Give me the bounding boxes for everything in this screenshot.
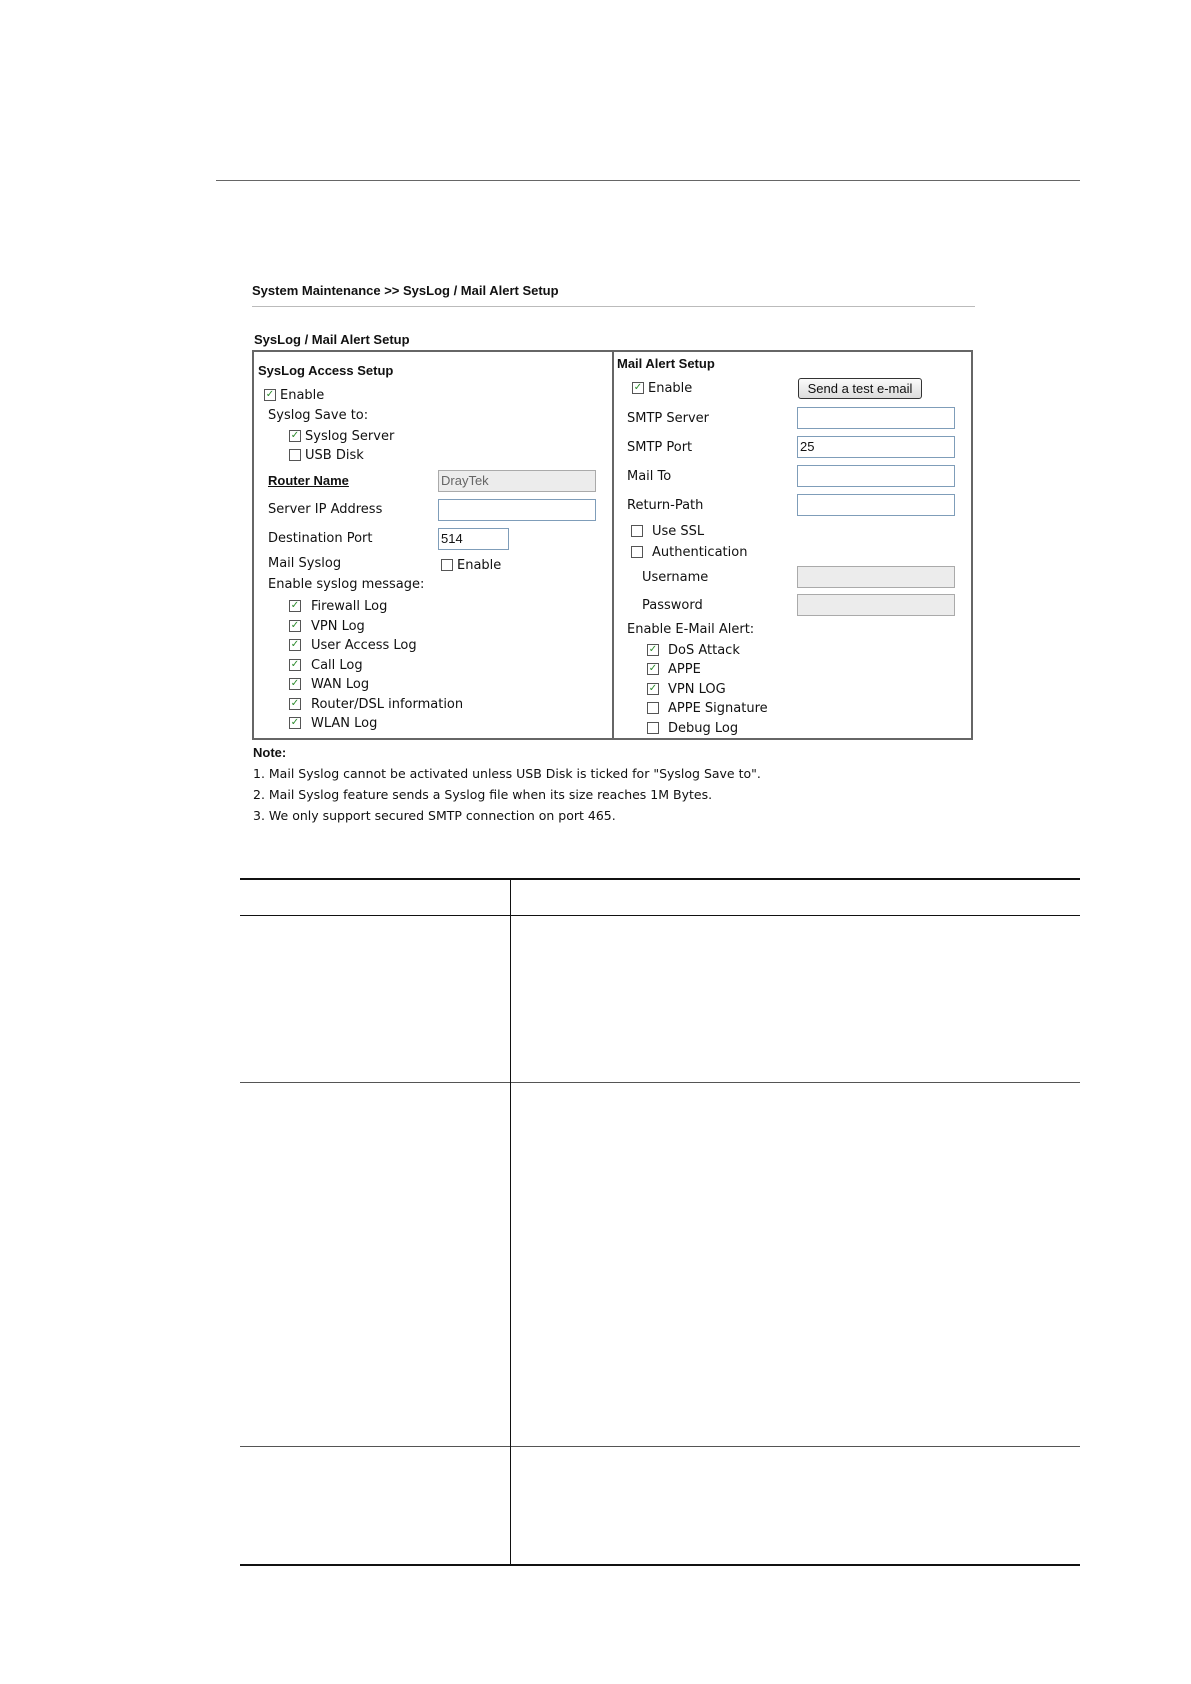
use-ssl-label: Use SSL: [652, 524, 705, 539]
table-row-border: [240, 1082, 1080, 1083]
appe-signature-checkbox[interactable]: [647, 702, 659, 714]
destination-port-input[interactable]: 514: [438, 528, 509, 550]
return-path-input[interactable]: [797, 494, 955, 516]
syslog-enable-label: Enable: [280, 388, 325, 403]
return-path-label: Return-Path: [627, 498, 704, 513]
user-access-log-label: User Access Log: [311, 638, 417, 653]
syslog-message-label: Enable syslog message:: [268, 577, 425, 592]
mail-enable-checkbox[interactable]: ✓: [633, 382, 643, 393]
syslog-server-checkbox[interactable]: ✓: [290, 430, 300, 441]
router-dsl-info-label: Router/DSL information: [311, 697, 464, 712]
smtp-port-label: SMTP Port: [627, 440, 693, 455]
authentication-label: Authentication: [652, 545, 748, 560]
wan-log-checkbox[interactable]: ✓: [290, 678, 300, 689]
router-dsl-info-checkbox[interactable]: ✓: [290, 698, 300, 709]
password-label: Password: [642, 598, 703, 613]
username-input[interactable]: [797, 566, 955, 588]
smtp-port-input[interactable]: 25: [797, 436, 955, 458]
mail-panel-title: Mail Alert Setup: [617, 356, 715, 371]
mail-syslog-checkbox[interactable]: [441, 559, 453, 571]
dos-attack-label: DoS Attack: [668, 643, 740, 658]
table-header-border: [240, 915, 1080, 916]
vpn-log-alert-label: VPN LOG: [668, 682, 726, 697]
syslog-save-to-label: Syslog Save to:: [268, 408, 369, 423]
mail-enable-label: Enable: [648, 381, 693, 396]
vpn-log-checkbox[interactable]: ✓: [290, 620, 300, 631]
debug-log-checkbox[interactable]: [647, 722, 659, 734]
router-name-input[interactable]: DrayTek: [438, 470, 596, 492]
breadcrumb-divider: [252, 306, 975, 307]
destination-port-label: Destination Port: [268, 531, 373, 546]
mail-to-label: Mail To: [627, 469, 672, 484]
firewall-log-checkbox[interactable]: ✓: [290, 600, 300, 611]
syslog-panel-title: SysLog Access Setup: [258, 363, 394, 378]
password-input[interactable]: [797, 594, 955, 616]
authentication-checkbox[interactable]: [631, 546, 643, 558]
breadcrumb: System Maintenance >> SysLog / Mail Alert Setup: [252, 283, 559, 298]
call-log-checkbox[interactable]: ✓: [290, 659, 300, 670]
syslog-enable-checkbox[interactable]: ✓: [265, 389, 275, 400]
note-item: 1. Mail Syslog cannot be activated unless USB Disk is ticked for "Syslog Save to".: [253, 766, 761, 781]
table-bottom-border: [240, 1564, 1080, 1566]
page-header-rule: [216, 180, 1080, 181]
table-row-border: [240, 1446, 1080, 1447]
use-ssl-checkbox[interactable]: [631, 525, 643, 537]
email-alert-label: Enable E-Mail Alert:: [627, 622, 755, 637]
appe-signature-label: APPE Signature: [668, 701, 768, 716]
vpn-log-alert-checkbox[interactable]: ✓: [648, 683, 658, 694]
username-label: Username: [642, 570, 709, 585]
send-test-email-button[interactable]: Send a test e-mail: [798, 378, 922, 399]
wlan-log-checkbox[interactable]: ✓: [290, 717, 300, 728]
section-title: SysLog / Mail Alert Setup: [254, 332, 410, 347]
server-ip-label: Server IP Address: [268, 502, 383, 517]
wan-log-label: WAN Log: [311, 677, 370, 692]
call-log-label: Call Log: [311, 658, 363, 673]
syslog-server-label: Syslog Server: [305, 429, 395, 444]
firewall-log-label: Firewall Log: [311, 599, 388, 614]
debug-log-label: Debug Log: [668, 721, 739, 736]
mail-syslog-enable-label: Enable: [457, 558, 502, 573]
appe-checkbox[interactable]: ✓: [648, 663, 658, 674]
mail-syslog-label: Mail Syslog: [268, 556, 342, 571]
router-name-link[interactable]: Router Name: [268, 473, 349, 488]
note-title: Note:: [253, 745, 287, 760]
note-item: 3. We only support secured SMTP connection on port 465.: [253, 808, 616, 823]
smtp-server-label: SMTP Server: [627, 411, 710, 426]
user-access-log-checkbox[interactable]: ✓: [290, 639, 300, 650]
dos-attack-checkbox[interactable]: ✓: [648, 644, 658, 655]
panel-divider: [612, 350, 614, 740]
wlan-log-label: WLAN Log: [311, 716, 378, 731]
usb-disk-checkbox[interactable]: [289, 449, 301, 461]
appe-label: APPE: [668, 662, 701, 677]
table-top-border: [240, 878, 1080, 880]
mail-to-input[interactable]: [797, 465, 955, 487]
vpn-log-label: VPN Log: [311, 619, 365, 634]
smtp-server-input[interactable]: [797, 407, 955, 429]
table-column-divider: [510, 879, 511, 1565]
note-item: 2. Mail Syslog feature sends a Syslog file when its size reaches 1M Bytes.: [253, 787, 713, 802]
usb-disk-label: USB Disk: [305, 448, 364, 463]
server-ip-input[interactable]: [438, 499, 596, 521]
